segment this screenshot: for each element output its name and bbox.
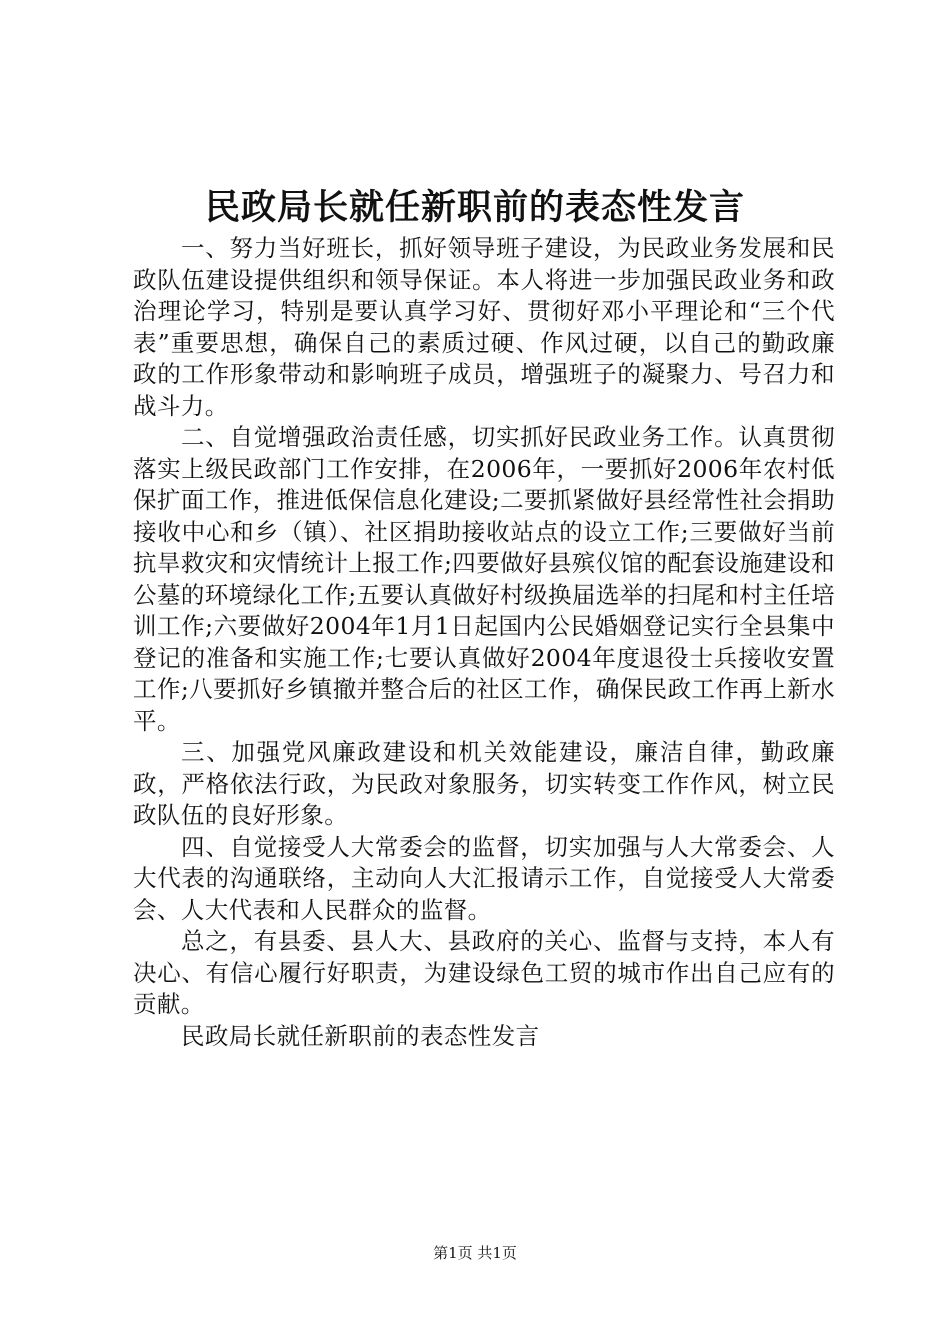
page-footer: 第1页 共1页 [433,1244,517,1262]
paragraph-5: 总之，有县委、县人大、县政府的关心、监督与支持，本人有决心、有信心履行好职责，为建设绿色工贸的城市作出自己应有的贡献。 [133,927,835,1018]
paragraph-3: 三、加强党风廉政建设和机关效能建设，廉洁自律，勤政廉政，严格依法行政，为民政对象服务，切实转变工作作风，树立民政队伍的良好形象。 [133,738,835,829]
paragraph-2: 二、自觉增强政治责任感，切实抓好民政业务工作。认真贯彻落实上级民政部门工作安排，在2006年，一要抓好2006年农村低保扩面工作，推进低保信息化建设;二要抓紧做好县经常性社会捐助接收中心和乡（镇）、社区捐助接收站点的设立工作;三要做好当前抗旱救灾和灾情统计上报工作;四要做好县殡仪馆的配套设施建设和公墓的环境绿化工作;五要认真做好村级换届选举的扫尾和村主任培训工作;六要做好2004年1月1日起国内公民婚姻登记实行全县集中登记的准备和实施工作;七要认真做好2004年度退役士兵接收安置工作;八要抓好乡镇撤并整合后的社区工作，确保民政工作再上新水平。 [133,423,835,735]
paragraph-closing-title: 民政局长就任新职前的表态性发言 [181,1021,540,1050]
document-title: 民政局长就任新职前的表态性发言 [204,187,745,228]
document-body [133,233,835,1052]
paragraph-1: 一、努力当好班长，抓好领导班子建设，为民政业务发展和民政队伍建设提供组织和领导保证。本人将进一步加强民政业务和政治理论学习，特别是要认真学习好、贯彻好邓小平理论和“三个代表”重要思想，确保自己的素质过硬、作风过硬，以自己的勤政廉政的工作形象带动和影响班子成员，增强班子的凝聚力、号召力和战斗力。 [133,234,835,420]
paragraph-4: 四、自觉接受人大常委会的监督，切实加强与人大常委会、人大代表的沟通联络，主动向人大汇报请示工作，自觉接受人大常委会、人大代表和人民群众的监督。 [133,832,835,924]
